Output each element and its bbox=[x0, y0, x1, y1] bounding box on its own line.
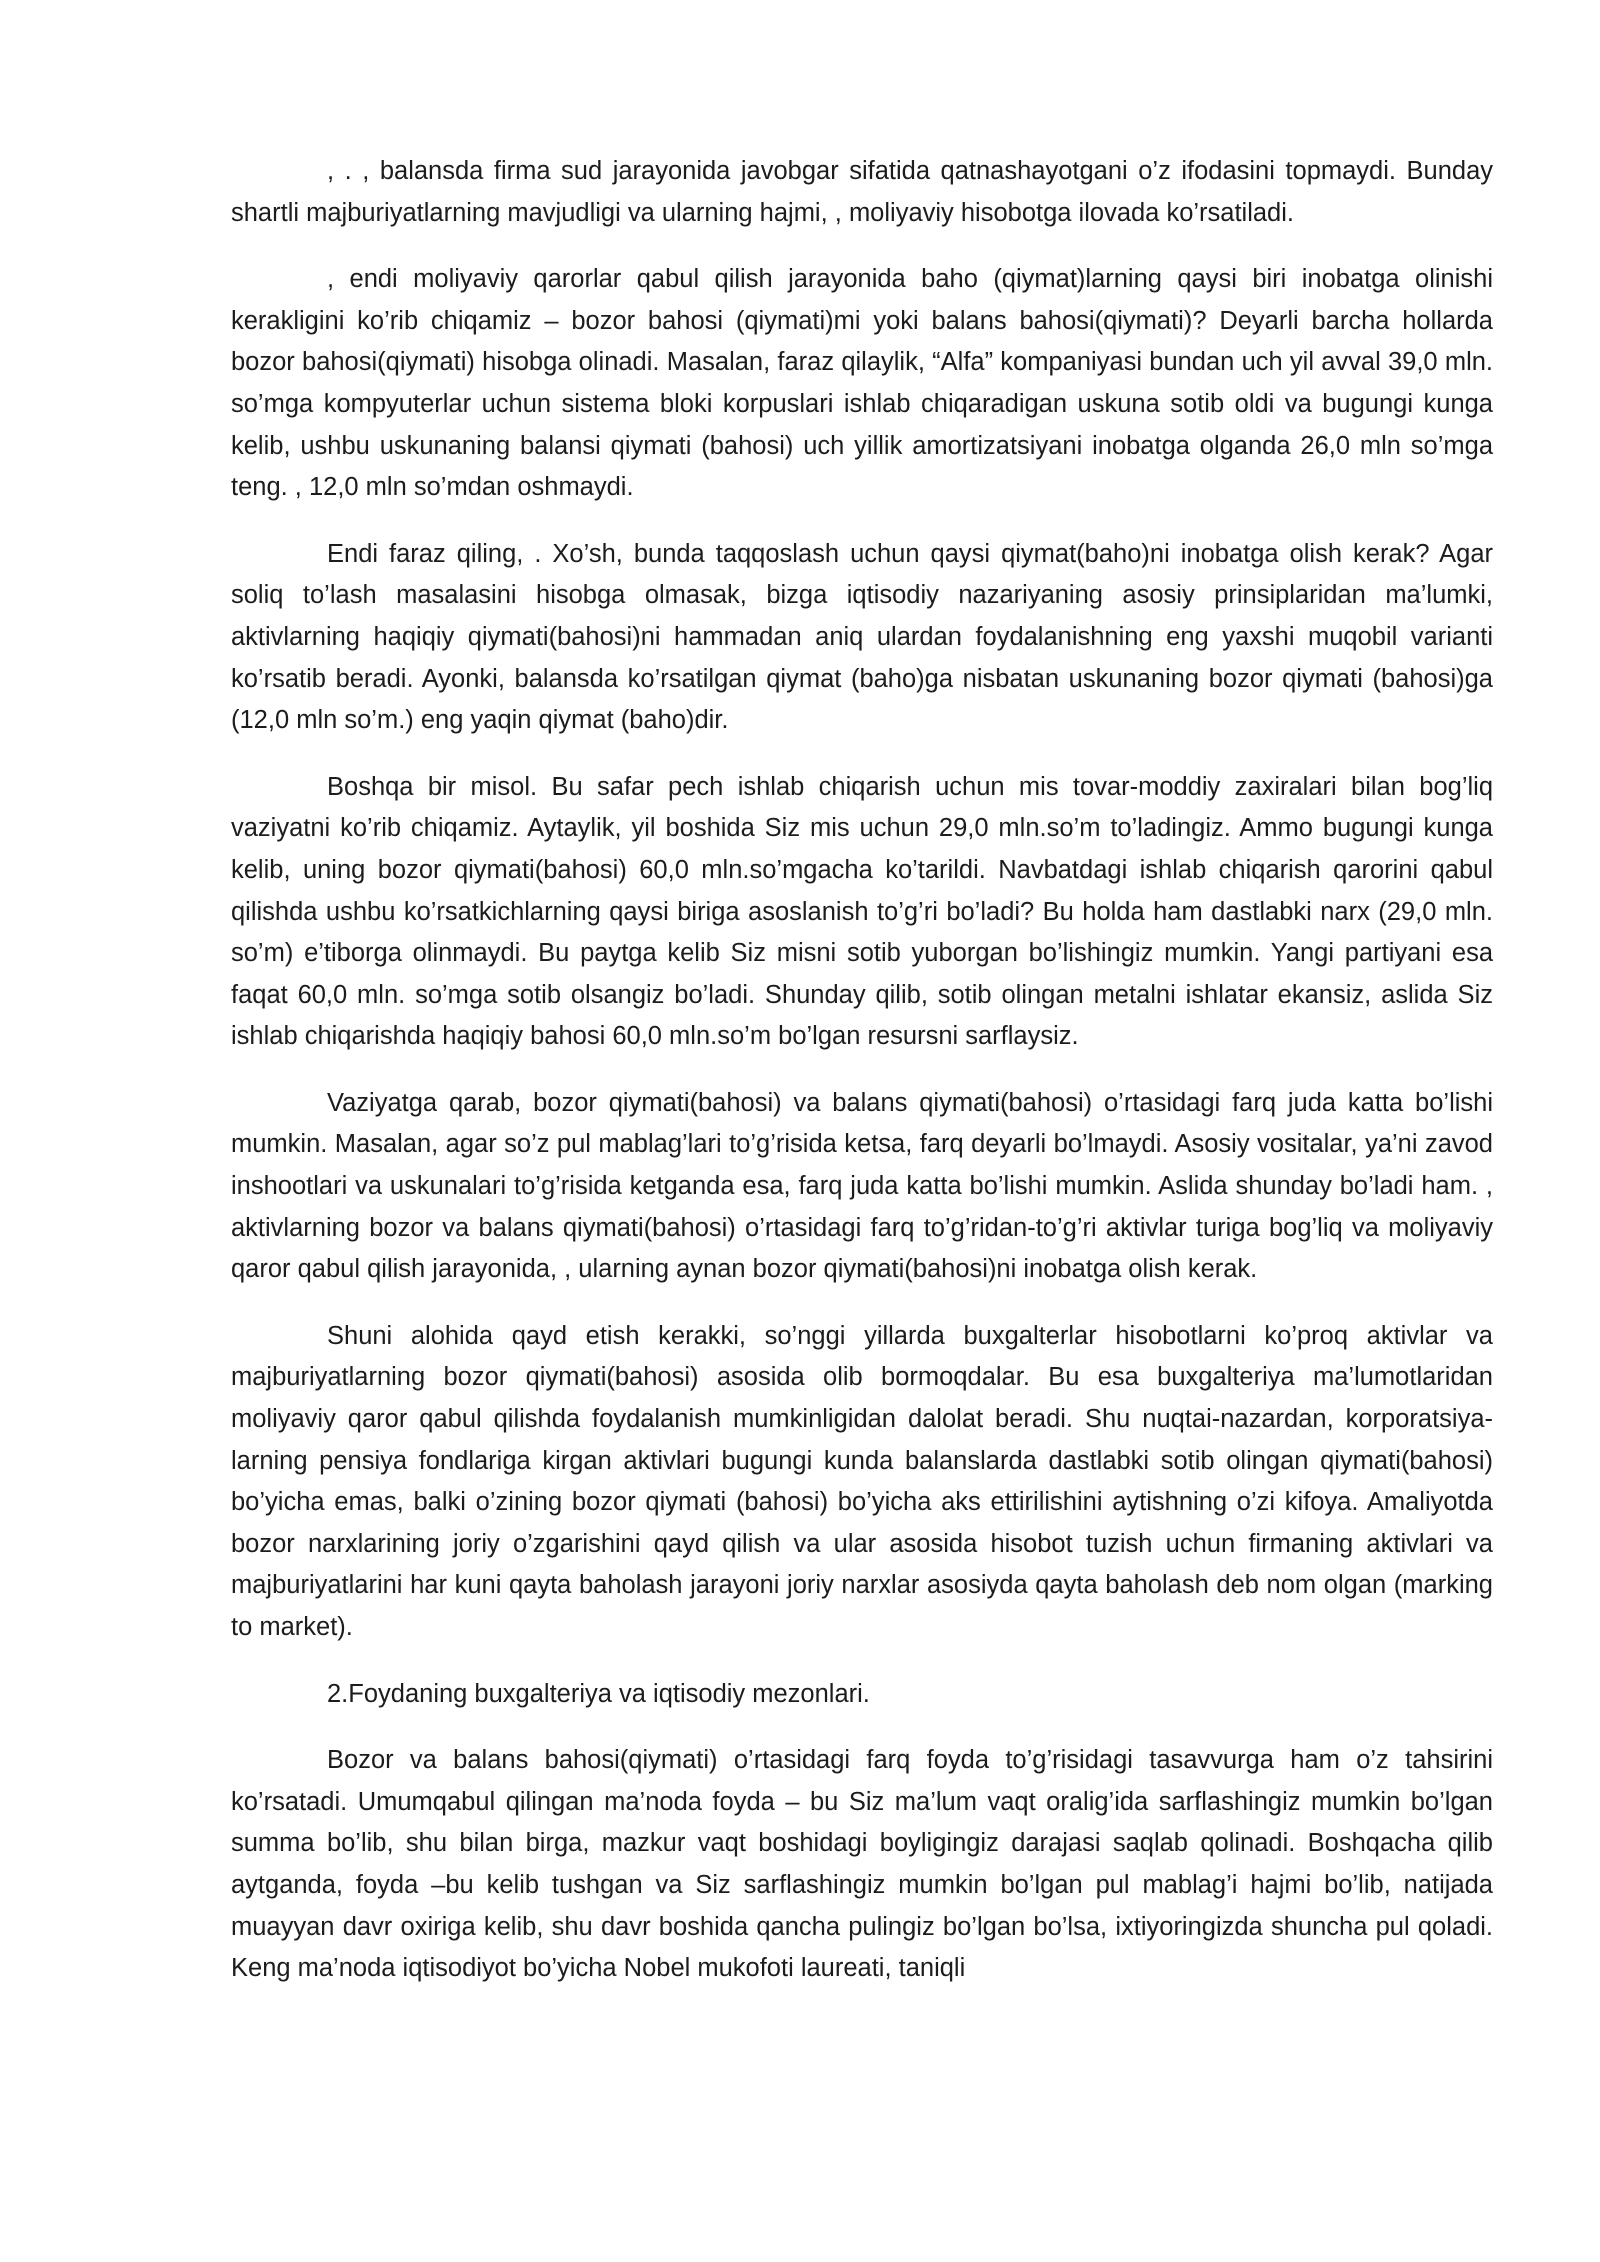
paragraph-1: , . , balansda firma sud jarayonida javobgar sifatida qatnashayotgani o’z ifodasini topmaydi. Bunday shartli majburiyatlarning mavjudligi va ularning hajmi, , moliyaviy hisobotga ilovada ko’rsatiladi. bbox=[231, 157, 1493, 227]
paragraph-4: Boshqa bir misol. Bu safar pech ishlab chiqarish uchun mis tovar-moddiy zaxiralari bilan bog’liq vaziyatni ko’rib chiqamiz. Aytaylik, yil boshida Siz mis uchun 29,0 mln.so’m to’ladingiz. Ammo bugungi kunga kelib, uning bozor qiymati(bahosi) 60,0 mln.so’mgacha ko’tarildi. Navbatdagi ishlab chiqarish qarorini qabul qilishda ushbu ko’rsatkichlarning qaysi biriga asoslanish to’g’ri bo’ladi? Bu holda ham dastlabki narx (29,0 mln. so’m) e’tiborga olinmaydi. Bu paytga kelib Siz misni sotib yuborgan bo’lishingiz mumkin. Yangi partiyani esa faqat 60,0 mln. so’mga sotib olsangiz bo’ladi. Shunday qilib, sotib olingan metalni ishlatar ekansiz, aslida Siz ishlab chiqarishda haqiqiy bahosi 60,0 mln.so’m bo’lgan resursni sarflaysiz. bbox=[231, 772, 1493, 1051]
paragraph-6: Shuni alohida qayd etish kerakki, so’nggi yillarda buxgalterlar hisobotlarni ko’proq aktivlar va majburiyatlarning bozor qiymati(bahosi) asosida olib bormoqdalar. Bu esa buxgalteriya ma’lumotlaridan moliyaviy qaror qabul qilishda foydalanish mumkinligidan dalolat beradi. Shu nuqtai-nazardan, korporatsiya-larning pensiya fondlariga kirgan aktivlari bugungi kunda balanslarda dastlabki sotib olingan qiymati(bahosi) bo’yicha emas, balki o’zining bozor qiymati (bahosi) bo’yicha aks ettirilishini aytishning o’zi kifoya. Amaliyotda bozor narxlarining joriy o’zgarishini qayd qilish va ular asosida hisobot tuzish uchun firmaning aktivlari va majburiyatlarini har kuni qayta baholash jarayoni joriy narxlar asosiyda qayta baholash deb nom olgan (marking to market). bbox=[231, 1321, 1493, 1641]
section-heading: 2.Foydaning buxgalteriya va iqtisodiy mezonlari. bbox=[327, 1679, 870, 1708]
paragraph-5: Vaziyatga qarab, bozor qiymati(bahosi) va balans qiymati(bahosi) o’rtasidagi farq juda katta bo’lishi mumkin. Masalan, agar so’z pul mablag’lari to’g’risida ketsa, farq deyarli bo’lmaydi. Asosiy vositalar, ya’ni zavod inshootlari va uskunalari to’g’risida ketganda esa, farq juda katta bo’lishi mumkin. Aslida shunday bo’ladi ham. , aktivlarning bozor va balans qiymati(bahosi) o’rtasidagi farq to’g’ridan-to’g’ri aktivlar turiga bog’liq va moliyaviy qaror qabul qilish jarayonida, , ularning aynan bozor qiymati(bahosi)ni inobatga olish kerak. bbox=[231, 1088, 1493, 1284]
document-page bbox=[231, 151, 1493, 2015]
paragraph-3: Endi faraz qiling, . Xo’sh, bunda taqqoslash uchun qaysi qiymat(baho)ni inobatga olish kerak? Agar soliq to’lash masalasini hisobga olmasak, bizga iqtisodiy nazariyaning asosiy prinsiplaridan ma’lumki, aktivlarning haqiqiy qiymati(bahosi)ni hammadan aniq ulardan foydalanishning eng yaxshi muqobil varianti ko’rsatib beradi. Ayonki, balansda ko’rsatilgan qiymat (baho)ga nisbatan uskunaning bozor qiymati (bahosi)ga (12,0 mln so’m.) eng yaqin qiymat (baho)dir. bbox=[231, 539, 1493, 735]
paragraph-7: Bozor va balans bahosi(qiymati) o’rtasidagi farq foyda to’g’risidagi tasavvurga ham o’z tahsirini ko’rsatadi. Umumqabul qilingan ma’noda foyda – bu Siz ma’lum vaqt oralig’ida sarflashingiz mumkin bo’lgan summa bo’lib, shu bilan birga, mazkur vaqt boshidagi boyligingiz darajasi saqlab qolinadi. Boshqacha qilib aytganda, foyda –bu kelib tushgan va Siz sarflashingiz mumkin bo’lgan pul mablag’i hajmi bo’lib, natijada muayyan davr oxiriga kelib, shu davr boshida qancha pulingiz bo’lgan bo’lsa, ixtiyoringizda shuncha pul qoladi. Keng ma’noda iqtisodiyot bo’yicha Nobel mukofoti laureati, taniqli bbox=[231, 1746, 1493, 1983]
paragraph-2: , endi moliyaviy qarorlar qabul qilish jarayonida baho (qiymat)larning qaysi biri inobatga olinishi kerakligini ko’rib chiqamiz – bozor bahosi (qiymati)mi yoki balans bahosi(qiymati)? Deyarli barcha hollarda bozor bahosi(qiymati) hisobga olinadi. Masalan, faraz qilaylik, “Alfa” kompaniyasi bundan uch yil avval 39,0 mln. so’mga kompyuterlar uchun sistema bloki korpuslari ishlab chiqaradigan uskuna sotib oldi va bugungi kunga kelib, ushbu uskunaning balansi qiymati (bahosi) uch yillik amortizatsiyani inobatga olganda 26,0 mln so’mga teng. , 12,0 mln so’mdan oshmaydi. bbox=[231, 265, 1493, 502]
